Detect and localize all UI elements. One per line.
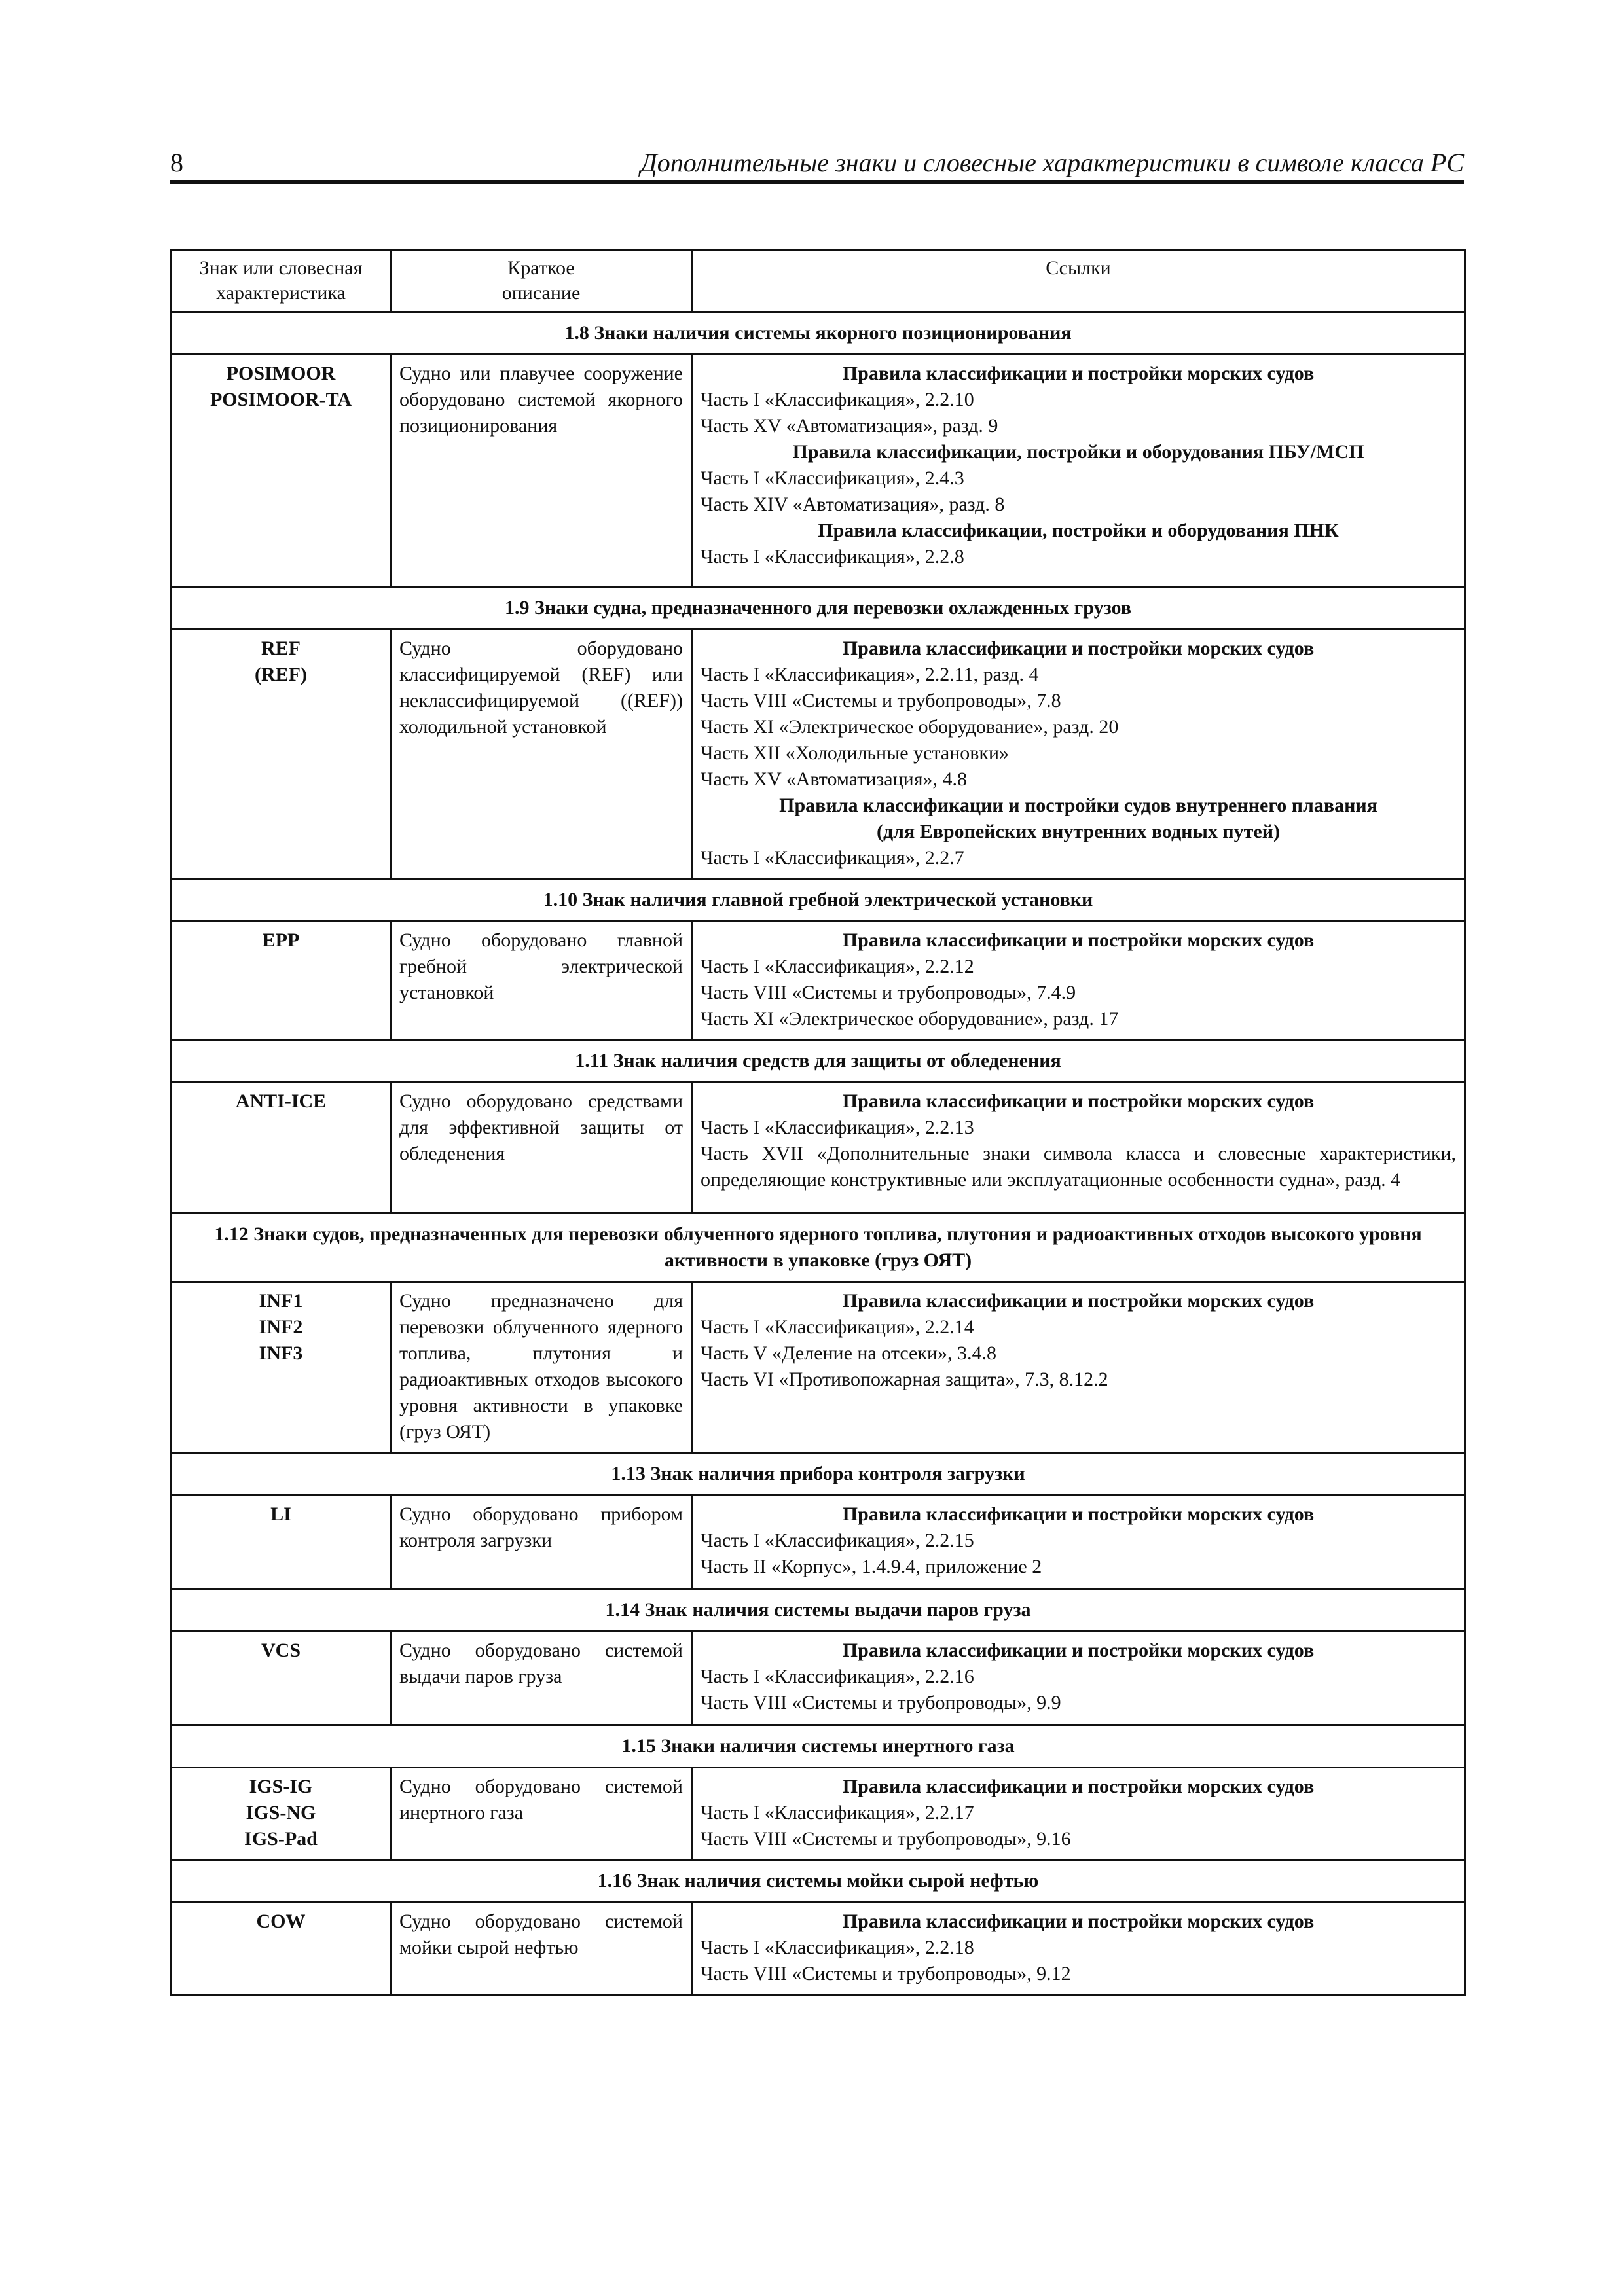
table-header-row	[172, 250, 1465, 312]
section-title: 1.12 Знаки судов, предназначенных для перевозки облученного ядерного топлива, плутония и радиоактивных отходов высокого уровня активности в упаковке (груз ОЯТ)	[172, 1213, 1465, 1282]
reference-line: Часть I «Классификация», 2.2.7	[701, 847, 964, 869]
section-title: 1.8 Знаки наличия системы якорного позиционирования	[172, 312, 1465, 355]
mark-cell	[172, 1083, 391, 1213]
column-header-mark: Знак или словесная характеристика	[172, 250, 391, 312]
class-mark: (REF)	[255, 664, 307, 685]
mark-cell	[172, 630, 391, 879]
section-title-row	[172, 312, 1465, 355]
section-title-row	[172, 587, 1465, 630]
rules-title: Правила классификации и постройки морских судов	[842, 363, 1315, 384]
description-cell: Судно оборудовано системой инертного газа	[391, 1768, 692, 1860]
section-title: 1.9 Знаки судна, предназначенного для перевозки охлажденных грузов	[172, 587, 1465, 630]
reference-line: Часть XIV «Автоматизация», разд. 8	[701, 493, 1005, 515]
reference-line: Часть I «Классификация», 2.2.17	[701, 1802, 974, 1823]
class-mark: COW	[256, 1910, 306, 1932]
rules-title: Правила классификации, постройки и оборудования ПБУ/МСП	[792, 441, 1364, 463]
rules-title: Правила классификации и постройки морских судов	[842, 1290, 1315, 1312]
class-mark: VCS	[261, 1640, 301, 1661]
reference-line: Часть XVII «Дополнительные знаки символа класса и словесные характеристики, определяющие конструктивные или эксплуатационные особенности судна», разд. 4	[701, 1143, 1456, 1191]
reference-line: Часть XV «Автоматизация», 4.8	[701, 768, 967, 790]
mark-cell	[172, 355, 391, 587]
table-row	[172, 355, 1465, 587]
table-row	[172, 1632, 1465, 1725]
section-title-row	[172, 1589, 1465, 1632]
class-mark: INF2	[259, 1316, 303, 1338]
references-cell	[692, 1768, 1465, 1860]
reference-line: Часть I «Классификация», 2.2.12	[701, 956, 974, 977]
mark-cell	[172, 1282, 391, 1453]
table-row	[172, 1282, 1465, 1453]
rules-title: Правила классификации и постройки морских судов	[842, 1910, 1315, 1932]
reference-line: Часть I «Классификация», 2.2.14	[701, 1316, 974, 1338]
section-title: 1.15 Знаки наличия системы инертного газа	[172, 1725, 1465, 1768]
class-mark: IGS-Pad	[244, 1828, 318, 1850]
table-row	[172, 1496, 1465, 1589]
table-row	[172, 1768, 1465, 1860]
reference-line: Часть I «Классификация», 2.4.3	[701, 467, 964, 489]
reference-line: Часть I «Классификация», 2.2.18	[701, 1937, 974, 1958]
description-cell: Судно оборудовано системой выдачи паров груза	[391, 1632, 692, 1725]
running-title: Дополнительные знаки и словесные характеристики в символе класса РС	[640, 148, 1464, 177]
reference-line: Часть VIII «Системы и трубопроводы», 7.8	[701, 690, 1061, 711]
mark-cell	[172, 1632, 391, 1725]
reference-line: Часть VIII «Системы и трубопроводы», 9.16	[701, 1828, 1071, 1850]
mark-cell	[172, 1496, 391, 1589]
description-cell: Судно или плавучее сооружение оборудовано системой якорного позиционирования	[391, 355, 692, 587]
reference-line: Часть XI «Электрическое оборудование», разд. 17	[701, 1008, 1119, 1030]
rules-title: Правила классификации и постройки морских судов	[842, 929, 1315, 951]
reference-line: Часть XII «Холодильные установки»	[701, 742, 1010, 764]
class-mark: EPP	[262, 929, 300, 951]
section-title-row	[172, 1213, 1465, 1282]
rules-title: Правила классификации и постройки морских судов	[842, 637, 1315, 659]
reference-line: Часть XV «Автоматизация», разд. 9	[701, 415, 998, 437]
section-title: 1.11 Знак наличия средств для защиты от обледенения	[172, 1040, 1465, 1083]
references-cell	[692, 1632, 1465, 1725]
class-mark: ANTI-ICE	[235, 1090, 327, 1112]
references-cell	[692, 922, 1465, 1040]
section-title-row	[172, 879, 1465, 922]
column-header-refs: Ссылки	[692, 250, 1465, 312]
table-row	[172, 922, 1465, 1040]
reference-line: Часть I «Классификация», 2.2.11, разд. 4	[701, 664, 1039, 685]
rules-title: Правила классификации, постройки и оборудования ПНК	[818, 520, 1339, 541]
references-cell	[692, 630, 1465, 879]
section-title-row	[172, 1453, 1465, 1496]
reference-line: Часть VIII «Системы и трубопроводы», 7.4.9	[701, 982, 1076, 1003]
description-cell: Судно оборудовано средствами для эффективной защиты от обледенения	[391, 1083, 692, 1213]
class-mark: LI	[270, 1503, 291, 1525]
section-title: 1.16 Знак наличия системы мойки сырой нефтью	[172, 1860, 1465, 1903]
description-cell: Судно оборудовано классифицируемой (REF) или неклассифицируемой ((REF)) холодильной установкой	[391, 630, 692, 879]
section-title: 1.13 Знак наличия прибора контроля загрузки	[172, 1453, 1465, 1496]
class-mark: INF1	[259, 1290, 303, 1312]
rules-title: (для Европейских внутренних водных путей)	[877, 821, 1280, 842]
header-rule	[170, 180, 1464, 184]
reference-line: Часть XI «Электрическое оборудование», разд. 20	[701, 716, 1119, 738]
section-title-row	[172, 1040, 1465, 1083]
reference-line: Часть VIII «Системы и трубопроводы», 9.9	[701, 1692, 1061, 1713]
description-cell: Судно оборудовано системой мойки сырой нефтью	[391, 1903, 692, 1995]
reference-line: Часть I «Классификация», 2.2.13	[701, 1117, 974, 1138]
references-cell	[692, 1496, 1465, 1589]
rules-title: Правила классификации и постройки судов внутреннего плавания	[779, 795, 1377, 816]
section-title: 1.14 Знак наличия системы выдачи паров груза	[172, 1589, 1465, 1632]
section-title-row	[172, 1725, 1465, 1768]
class-mark: IGS-IG	[249, 1776, 313, 1797]
class-mark: POSIMOOR-TA	[210, 389, 352, 410]
reference-line: Часть I «Классификация», 2.2.10	[701, 389, 974, 410]
mark-cell	[172, 1903, 391, 1995]
section-title: 1.10 Знак наличия главной гребной электрической установки	[172, 879, 1465, 922]
mark-cell	[172, 1768, 391, 1860]
page-number: 8	[170, 148, 183, 177]
references-cell	[692, 355, 1465, 587]
description-cell: Судно оборудовано главной гребной электрической установкой	[391, 922, 692, 1040]
references-cell	[692, 1903, 1465, 1995]
reference-line: Часть I «Классификация», 2.2.8	[701, 546, 964, 567]
mark-cell	[172, 922, 391, 1040]
page-header	[170, 147, 1464, 181]
class-mark: INF3	[259, 1342, 303, 1364]
class-marks-table	[170, 249, 1466, 1996]
class-mark: IGS-NG	[246, 1802, 316, 1823]
table-row	[172, 1083, 1465, 1213]
section-title-row	[172, 1860, 1465, 1903]
reference-line: Часть VI «Противопожарная защита», 7.3, 8.12.2	[701, 1369, 1108, 1390]
rules-title: Правила классификации и постройки морских судов	[842, 1503, 1315, 1525]
references-cell	[692, 1083, 1465, 1213]
column-header-desc: Краткое описание	[391, 250, 692, 312]
table-row	[172, 1903, 1465, 1995]
description-cell: Судно оборудовано прибором контроля загрузки	[391, 1496, 692, 1589]
table-row	[172, 630, 1465, 879]
class-mark: POSIMOOR	[226, 363, 336, 384]
reference-line: Часть V «Деление на отсеки», 3.4.8	[701, 1342, 996, 1364]
rules-title: Правила классификации и постройки морских судов	[842, 1090, 1315, 1112]
references-cell	[692, 1282, 1465, 1453]
reference-line: Часть I «Классификация», 2.2.16	[701, 1666, 974, 1687]
rules-title: Правила классификации и постройки морских судов	[842, 1640, 1315, 1661]
class-mark: REF	[261, 637, 301, 659]
reference-line: Часть VIII «Системы и трубопроводы», 9.12	[701, 1963, 1071, 1984]
description-cell: Судно предназначено для перевозки облученного ядерного топлива, плутония и радиоактивных отходов высокого уровня активности в упаковке (груз ОЯТ)	[391, 1282, 692, 1453]
rules-title: Правила классификации и постройки морских судов	[842, 1776, 1315, 1797]
reference-line: Часть I «Классификация», 2.2.15	[701, 1530, 974, 1551]
table-body	[172, 312, 1465, 1995]
reference-line: Часть II «Корпус», 1.4.9.4, приложение 2	[701, 1556, 1042, 1577]
